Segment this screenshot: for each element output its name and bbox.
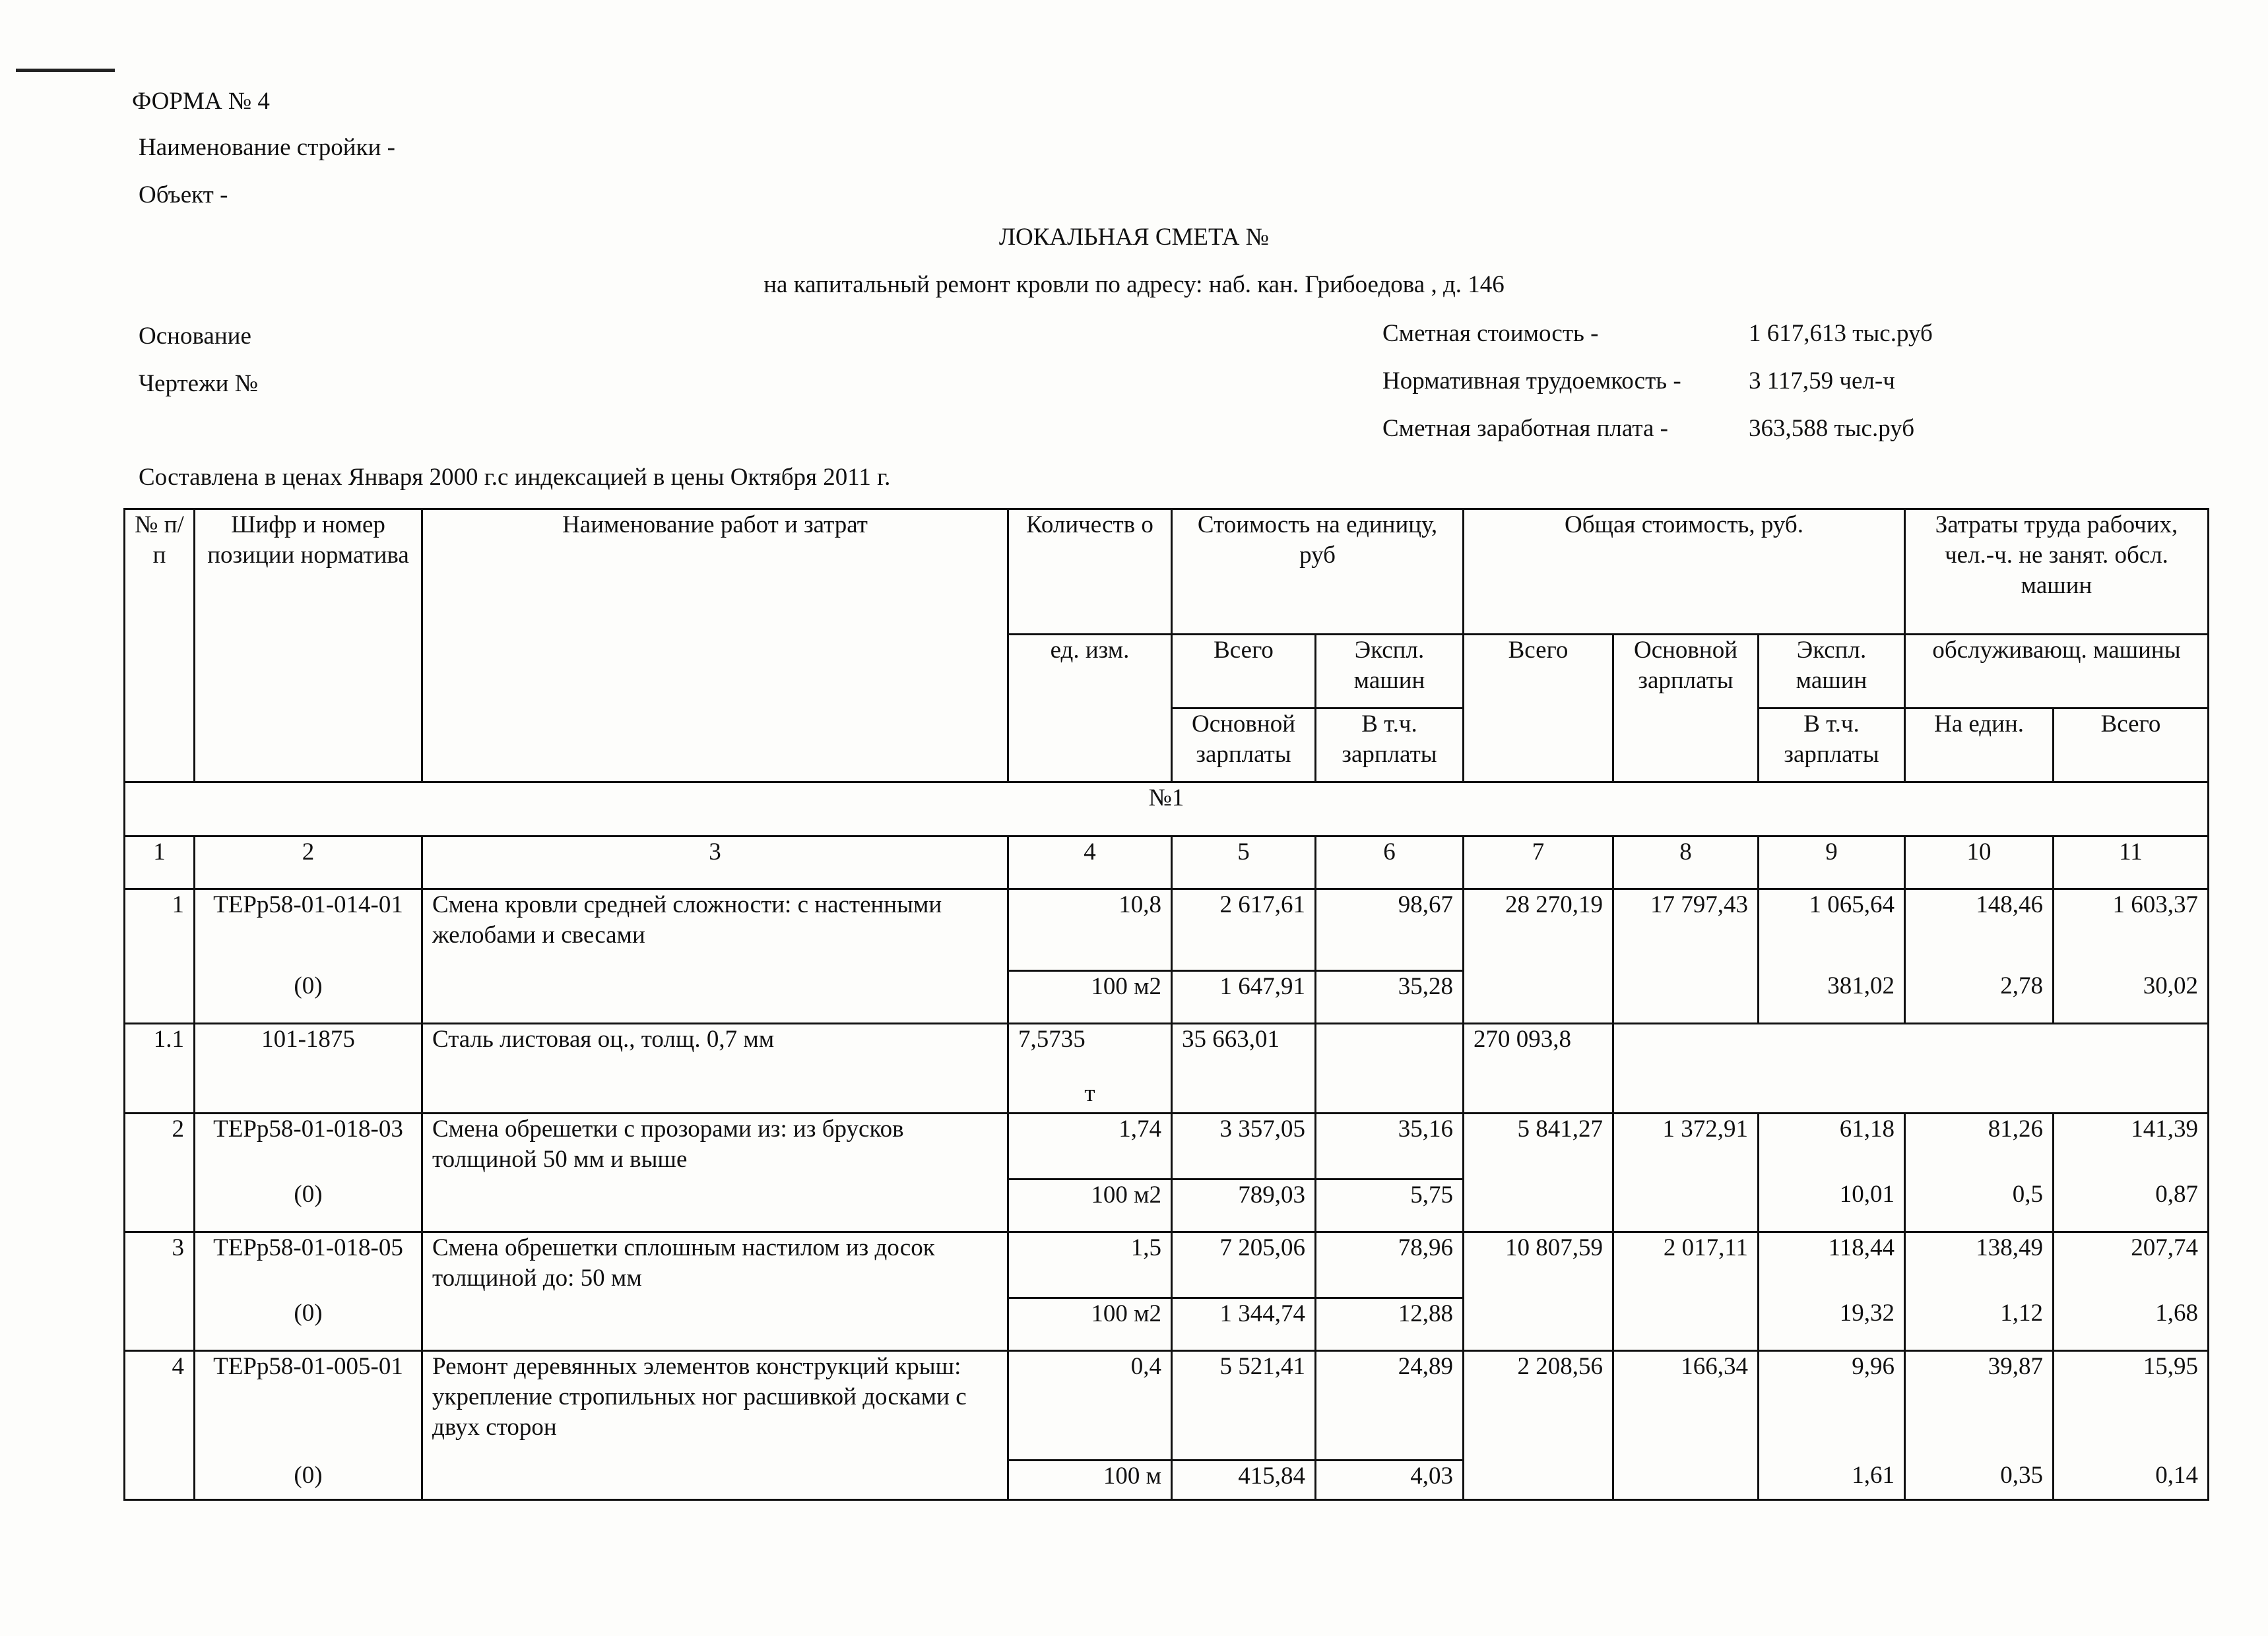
row-tc-machine-wage: 381,02 <box>1759 971 1905 1024</box>
col-tc-incl-wage: В т.ч. зарплаты <box>1759 708 1905 782</box>
row-uc-machines: 98,67 <box>1316 889 1464 971</box>
row-labor-serv-unit: 2,78 <box>1905 971 2054 1024</box>
row-code-sub: (0) <box>195 971 422 1024</box>
row-tc-wage: 166,34 <box>1613 1351 1759 1500</box>
row-uc-machines <box>1316 1024 1464 1114</box>
estimate-table <box>123 508 2209 1501</box>
row-qty: 1,5 <box>1008 1232 1172 1298</box>
col-number: 11 <box>2054 836 2209 889</box>
col-tc-machines: Экспл. машин <box>1759 635 1905 708</box>
wage-label: Сметная заработная плата - <box>1382 415 1668 442</box>
row-uc-wage: 415,84 <box>1172 1461 1316 1500</box>
col-number: 2 <box>195 836 422 889</box>
row-tc-machines: 61,18 <box>1759 1114 1905 1180</box>
row-labor-serv-unit: 1,12 <box>1905 1298 2054 1351</box>
row-tc-all: 270 093,8 <box>1464 1024 1613 1114</box>
row-name: Смена кровли средней сложности: с настенными желобами и свесами <box>422 889 1008 1024</box>
row-tc-machines: 118,44 <box>1759 1232 1905 1298</box>
row-uc-machines: 24,89 <box>1316 1351 1464 1461</box>
col-tc-all: Всего <box>1464 635 1613 782</box>
col-number: 9 <box>1759 836 1905 889</box>
row-code: ТЕРр58-01-014-01 <box>195 889 422 971</box>
row-uc-machines: 78,96 <box>1316 1232 1464 1298</box>
row-num: 1 <box>125 889 195 1024</box>
labor-value: 3 117,59 чел-ч <box>1749 367 1895 394</box>
column-numbers-row <box>125 836 2209 889</box>
document-subtitle: на капитальный ремонт кровли по адресу: наб. кан. Грибоедова , д. 146 <box>763 271 1505 298</box>
row-labor-all: 1 603,37 <box>2054 889 2209 971</box>
row-uc-machine-wage: 35,28 <box>1316 971 1464 1024</box>
row-tc-machine-wage: 10,01 <box>1759 1180 1905 1232</box>
row-labor-serv-all: 1,68 <box>2054 1298 2209 1351</box>
row-uc-all: 7 205,06 <box>1172 1232 1316 1298</box>
row-unit: 100 м <box>1008 1461 1172 1500</box>
col-num-header: № п/п <box>125 509 195 782</box>
row-tc-all: 28 270,19 <box>1464 889 1613 1024</box>
labor-label: Нормативная трудоемкость - <box>1382 367 1681 394</box>
form-number: ФОРМА № 4 <box>132 88 270 115</box>
row-num: 1.1 <box>125 1024 195 1114</box>
estimated-cost-value: 1 617,613 тыс.руб <box>1749 320 1933 347</box>
row-tc-machine-wage: 19,32 <box>1759 1298 1905 1351</box>
row-name: Сталь листовая оц., толщ. 0,7 мм <box>422 1024 1008 1114</box>
col-serving-machines: обслуживающ. машины <box>1905 635 2209 708</box>
col-unit-header: ед. изм. <box>1008 635 1172 782</box>
row-code-sub: (0) <box>195 1461 422 1500</box>
row-labor-serv-unit: 0,5 <box>1905 1180 2054 1232</box>
row-num: 2 <box>125 1114 195 1232</box>
wage-value: 363,588 тыс.руб <box>1749 415 1915 442</box>
table-row <box>125 1232 2209 1298</box>
row-uc-machine-wage: 12,88 <box>1316 1298 1464 1351</box>
row-uc-wage: 1 344,74 <box>1172 1298 1316 1351</box>
row-qty: 1,74 <box>1008 1114 1172 1180</box>
row-unit: 100 м2 <box>1008 1298 1172 1351</box>
row-tc-machines: 9,96 <box>1759 1351 1905 1461</box>
construction-name: Наименование стройки - <box>139 134 395 161</box>
row-uc-machines: 35,16 <box>1316 1114 1464 1180</box>
col-uc-machines: Экспл. машин <box>1316 635 1464 708</box>
row-unit: 100 м2 <box>1008 1180 1172 1232</box>
row-labor-all: 15,95 <box>2054 1351 2209 1461</box>
row-labor-serv-unit: 0,35 <box>1905 1461 2054 1500</box>
row-labor-unit: 39,87 <box>1905 1351 2054 1461</box>
col-uc-incl-wage: В т.ч. зарплаты <box>1316 708 1464 782</box>
row-tc-all: 10 807,59 <box>1464 1232 1613 1351</box>
header-row-1 <box>125 509 2209 635</box>
row-num: 3 <box>125 1232 195 1351</box>
row-labor-serv-all: 0,87 <box>2054 1180 2209 1232</box>
col-name-header: Наименование работ и затрат <box>422 509 1008 782</box>
row-labor-unit: 81,26 <box>1905 1114 2054 1180</box>
col-labor-header: Затраты труда рабочих, чел.-ч. не занят. обсл. машин <box>1905 509 2209 635</box>
row-code: ТЕРр58-01-018-05 <box>195 1232 422 1298</box>
row-code: ТЕРр58-01-018-03 <box>195 1114 422 1180</box>
table-row <box>125 1024 2209 1114</box>
col-number: 8 <box>1613 836 1759 889</box>
row-code: 101-1875 <box>195 1024 422 1114</box>
estimated-cost-label: Сметная стоимость - <box>1382 320 1599 347</box>
row-num: 4 <box>125 1351 195 1500</box>
row-tc-wage: 17 797,43 <box>1613 889 1759 1024</box>
row-tc-wage: 1 372,91 <box>1613 1114 1759 1232</box>
col-uc-all: Всего <box>1172 635 1316 708</box>
row-uc-all: 35 663,01 <box>1172 1024 1316 1114</box>
row-empty <box>1613 1024 2209 1114</box>
col-unit-cost-header: Стоимость на единицу, руб <box>1172 509 1464 635</box>
table-row <box>125 1351 2209 1461</box>
row-uc-wage: 789,03 <box>1172 1180 1316 1232</box>
col-code-header: Шифр и номер позиции норматива <box>195 509 422 782</box>
row-tc-machines: 1 065,64 <box>1759 889 1905 971</box>
col-number: 1 <box>125 836 195 889</box>
row-uc-all: 5 521,41 <box>1172 1351 1316 1461</box>
prices-note: Составлена в ценах Января 2000 г.с индексацией в цены Октября 2011 г. <box>139 464 891 491</box>
row-labor-all: 207,74 <box>2054 1232 2209 1298</box>
col-number: 10 <box>1905 836 2054 889</box>
row-code-sub: (0) <box>195 1180 422 1232</box>
row-qty-cell <box>1008 1024 1172 1114</box>
row-name: Смена обрешетки с прозорами из: из брусков толщиной 50 мм и выше <box>422 1114 1008 1232</box>
row-qty: 10,8 <box>1008 889 1172 971</box>
row-tc-wage: 2 017,11 <box>1613 1232 1759 1351</box>
section-title: №1 <box>125 782 2209 836</box>
object-label: Объект - <box>139 181 228 208</box>
row-uc-machine-wage: 5,75 <box>1316 1180 1464 1232</box>
row-name: Ремонт деревянных элементов конструкций крыш: укрепление стропильных ног расшивкой досками с двух сторон <box>422 1351 1008 1500</box>
col-number: 5 <box>1172 836 1316 889</box>
row-labor-serv-all: 0,14 <box>2054 1461 2209 1500</box>
row-uc-all: 3 357,05 <box>1172 1114 1316 1180</box>
col-qty-header: Количеств о <box>1008 509 1172 635</box>
table-row <box>125 889 2209 971</box>
row-code: ТЕРр58-01-005-01 <box>195 1351 422 1461</box>
col-number: 7 <box>1464 836 1613 889</box>
corner-mark <box>16 69 115 72</box>
row-unit: т <box>1084 1080 1095 1107</box>
row-labor-serv-all: 30,02 <box>2054 971 2209 1024</box>
col-number: 3 <box>422 836 1008 889</box>
drawings-label: Чертежи № <box>139 370 258 397</box>
col-tc-wage: Основной зарплаты <box>1613 635 1759 782</box>
row-tc-all: 2 208,56 <box>1464 1351 1613 1500</box>
table-row <box>125 1114 2209 1180</box>
row-qty: 0,4 <box>1008 1351 1172 1461</box>
row-labor-all: 141,39 <box>2054 1114 2209 1180</box>
col-number: 6 <box>1316 836 1464 889</box>
col-number: 4 <box>1008 836 1172 889</box>
document-title: ЛОКАЛЬНАЯ СМЕТА № <box>998 224 1270 251</box>
row-name: Смена обрешетки сплошным настилом из досок толщиной до: 50 мм <box>422 1232 1008 1351</box>
row-unit: 100 м2 <box>1008 971 1172 1024</box>
col-per-unit: На един. <box>1905 708 2054 782</box>
row-labor-unit: 148,46 <box>1905 889 2054 971</box>
col-uc-wage: Основной зарплаты <box>1172 708 1316 782</box>
row-qty: 7,5735 <box>1018 1026 1085 1053</box>
basis-label: Основание <box>139 323 251 350</box>
row-labor-unit: 138,49 <box>1905 1232 2054 1298</box>
row-uc-wage: 1 647,91 <box>1172 971 1316 1024</box>
row-uc-all: 2 617,61 <box>1172 889 1316 971</box>
row-tc-all: 5 841,27 <box>1464 1114 1613 1232</box>
row-tc-machine-wage: 1,61 <box>1759 1461 1905 1500</box>
col-total-cost-header: Общая стоимость, руб. <box>1464 509 1905 635</box>
row-code-sub: (0) <box>195 1298 422 1351</box>
col-labor-all: Всего <box>2054 708 2209 782</box>
row-uc-machine-wage: 4,03 <box>1316 1461 1464 1500</box>
section-row <box>125 782 2209 836</box>
